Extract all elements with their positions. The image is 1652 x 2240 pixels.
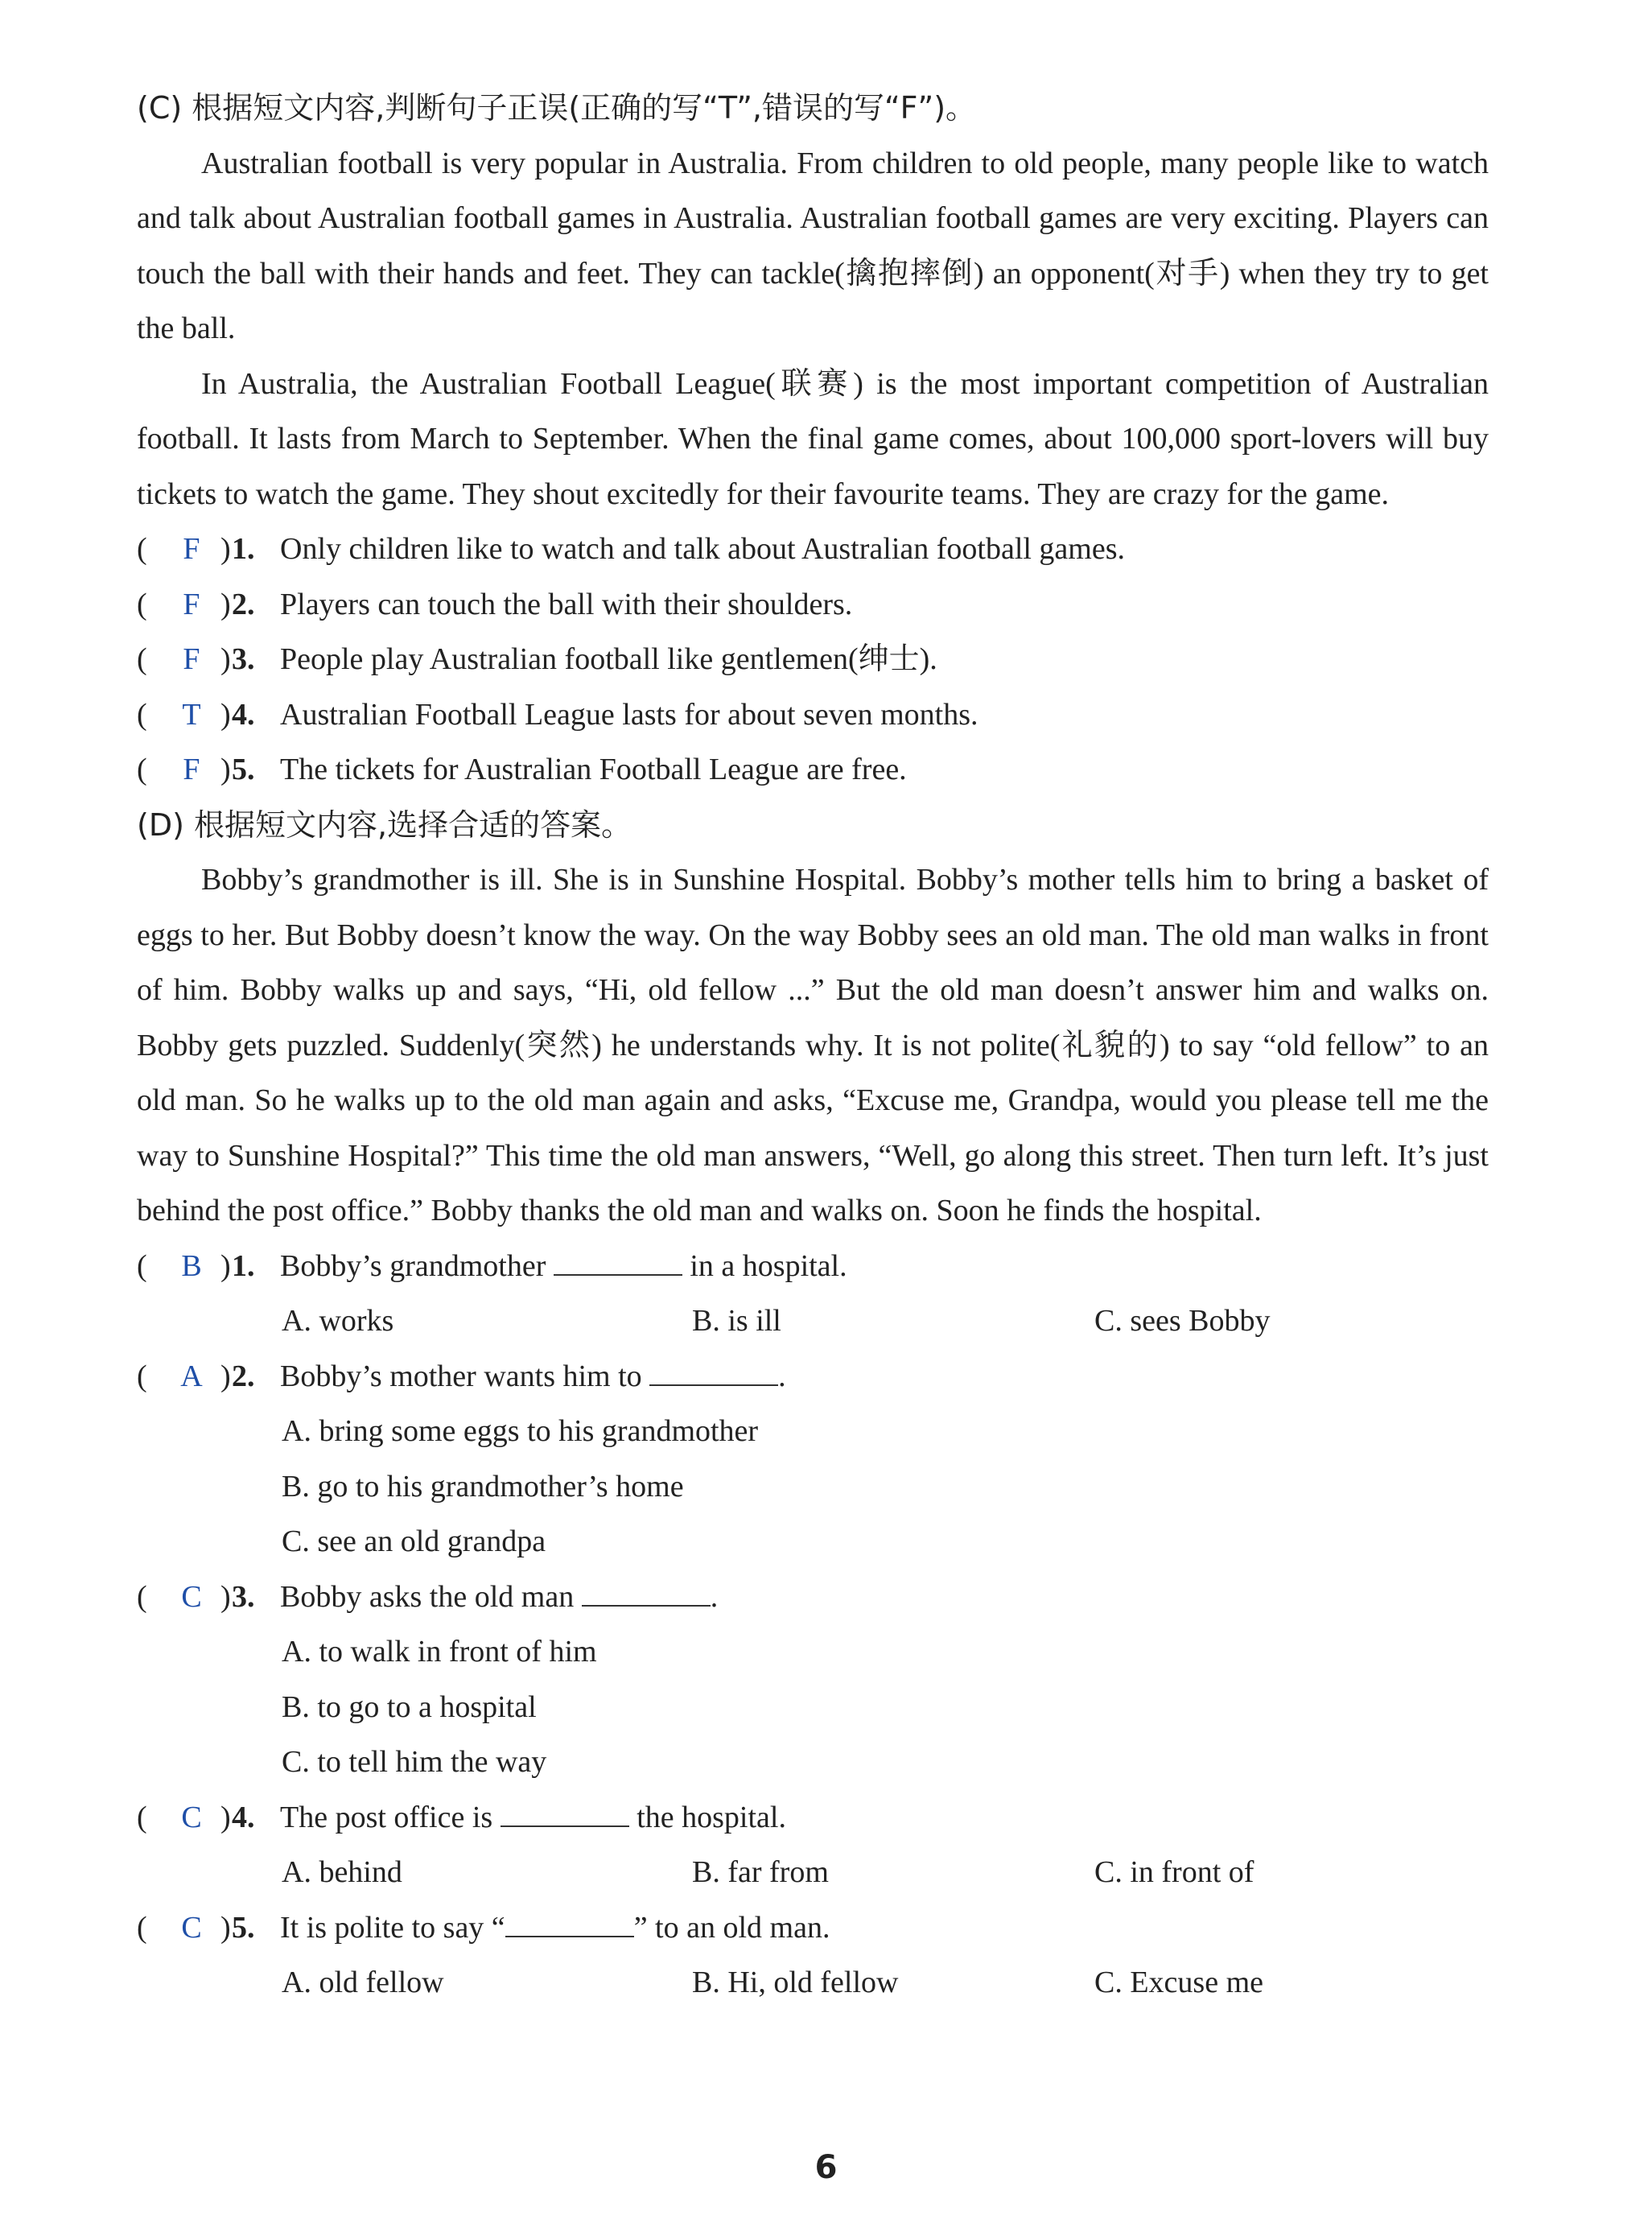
option-b: B. to go to a hospital: [282, 1689, 537, 1724]
tf-answer: F: [183, 532, 200, 566]
question-number: 4.: [232, 1800, 255, 1834]
mc-question-2: ( A ) 2. Bobby’s mother wants him to .: [137, 1349, 1489, 1405]
tf-question-4: ( T ) 4. Australian Football League lasts for about seven months.: [137, 687, 1489, 743]
section-c-paragraph-1: Australian football is very popular in Australia. From children to old people, many people like to watch and talk about Australian football games in Australia. Australian football games are very exciting. Players can touch the ball with their hands and feet. They can tackle(擒抱摔倒) an opponent(对手) when they try to get the ball.: [137, 146, 1489, 345]
option-c: C. to tell him the way: [282, 1745, 547, 1779]
option-a: A. bring some eggs to his grandmother: [282, 1414, 759, 1448]
section-d-heading: (D) 根据短文内容,选择合适的答案。: [137, 806, 632, 843]
mc-option-2c: [137, 1514, 1489, 1570]
option-b: B. Hi, old fellow: [692, 1966, 899, 1999]
mc-option-3b: [137, 1680, 1489, 1735]
question-text: Australian Football League lasts for about seven months.: [280, 697, 978, 732]
mc-option-3a: [137, 1624, 1489, 1680]
question-number: 5.: [232, 1910, 255, 1945]
option-a: A. works: [282, 1304, 394, 1338]
tf-answer: F: [183, 587, 200, 621]
section-d: [137, 798, 1489, 2011]
question-number: 1.: [232, 532, 255, 566]
question-text: The tickets for Australian Football League are free.: [280, 753, 907, 786]
mc-question-4: ( C ) 4. The post office is the hospital.: [137, 1790, 1489, 1846]
question-text: Bobby’s mother wants him to .: [280, 1359, 786, 1393]
question-text: Only children like to watch and talk about Australian football games.: [280, 532, 1126, 566]
answer-blank: [501, 1801, 629, 1827]
tf-answer: F: [183, 642, 200, 676]
worksheet-page: [137, 80, 1489, 2011]
question-text: People play Australian football like gentlemen(绅士).: [280, 642, 937, 676]
mc-options-1: [137, 1293, 1489, 1349]
mc-option-2b: [137, 1459, 1489, 1515]
option-a: A. to walk in front of him: [282, 1635, 597, 1669]
mc-answer: A: [180, 1359, 203, 1393]
mc-option-2a: [137, 1404, 1489, 1459]
section-c-paragraph-2: In Australia, the Australian Football League(联赛) is the most important competition of Australian football. It lasts from March to September. When the final game comes, about 100,000 sport-lovers will buy tickets to watch the game. They shout excitedly for their favourite teams. They are crazy for the game.: [137, 366, 1489, 511]
option-c: C. Excuse me: [1094, 1966, 1264, 1999]
question-number: 2.: [232, 587, 255, 621]
question-number: 3.: [232, 642, 255, 676]
option-b: B. is ill: [692, 1304, 781, 1338]
mc-answer: C: [181, 1579, 202, 1614]
option-b: B. go to his grandmother’s home: [282, 1469, 684, 1504]
question-number: 1.: [232, 1248, 255, 1283]
mc-options-4: [137, 1845, 1489, 1900]
option-a: A. old fellow: [282, 1966, 444, 1999]
option-c: C. in front of: [1094, 1855, 1254, 1889]
tf-question-5: ( F ) 5. The tickets for Australian Football League are free.: [137, 742, 1489, 798]
answer-blank: [505, 1912, 634, 1937]
question-text: Bobby’s grandmother in a hospital.: [280, 1248, 847, 1283]
option-b: B. far from: [692, 1855, 829, 1889]
answer-blank: [582, 1581, 711, 1607]
page-number: 6: [814, 2149, 838, 2186]
question-number: 3.: [232, 1579, 255, 1614]
question-number: 4.: [232, 697, 255, 732]
mc-question-1: ( B ) 1. Bobby’s grandmother in a hospital.: [137, 1239, 1489, 1294]
question-text: It is polite to say “ ” to an old man.: [280, 1910, 830, 1945]
answer-blank: [649, 1360, 778, 1386]
tf-question-3: ( F ) 3. People play Australian football like gentlemen(绅士).: [137, 632, 1489, 687]
option-a: A. behind: [282, 1855, 402, 1889]
section-d-paragraph: Bobby’s grandmother is ill. She is in Sunshine Hospital. Bobby’s mother tells him to bring a basket of eggs to her. But Bobby doesn’t know the way. On the way Bobby sees an old man. The old man walks in front of him. Bobby walks up and says, “Hi, old fellow ...” But the old man doesn’t answer him and walks on. Bobby gets puzzled. Suddenly(突然) he understands why. It is not polite(礼貌的) to say “old fellow” to an old man. So he walks up to the old man again and asks, “Excuse me, Grandpa, would you please tell me the way to Sunshine Hospital?” This time the old man answers, “Well, go along this street. Then turn left. It’s just behind the post office.” Bobby thanks the old man and walks on. Soon he finds the hospital.: [137, 863, 1489, 1227]
option-c: C. see an old grandpa: [282, 1524, 546, 1558]
mc-option-3c: [137, 1735, 1489, 1790]
tf-question-1: ( F ) 1. Only children like to watch and talk about Australian football games.: [137, 522, 1489, 577]
question-text: Players can touch the ball with their shoulders.: [280, 587, 853, 621]
section-c-heading: (C) 根据短文内容,判断句子正误(正确的写“T”,错误的写“F”)。: [137, 90, 977, 126]
mc-answer: C: [181, 1800, 202, 1834]
mc-answer: B: [181, 1248, 202, 1283]
tf-answer: F: [183, 753, 200, 786]
question-number: 5.: [232, 753, 255, 786]
question-text: The post office is the hospital.: [280, 1800, 786, 1834]
mc-answer: C: [181, 1910, 202, 1945]
mc-question-5: ( C ) 5. It is polite to say “ ” to an old man.: [137, 1900, 1489, 1956]
section-c: [137, 80, 1489, 798]
question-number: 2.: [232, 1359, 255, 1393]
tf-question-2: ( F ) 2. Players can touch the ball with their shoulders.: [137, 577, 1489, 633]
answer-blank: [554, 1250, 682, 1276]
mc-question-3: ( C ) 3. Bobby asks the old man .: [137, 1570, 1489, 1625]
option-c: C. sees Bobby: [1094, 1304, 1271, 1338]
question-text: Bobby asks the old man .: [280, 1579, 719, 1614]
tf-answer: T: [182, 697, 201, 732]
mc-options-5: [137, 1955, 1489, 2011]
